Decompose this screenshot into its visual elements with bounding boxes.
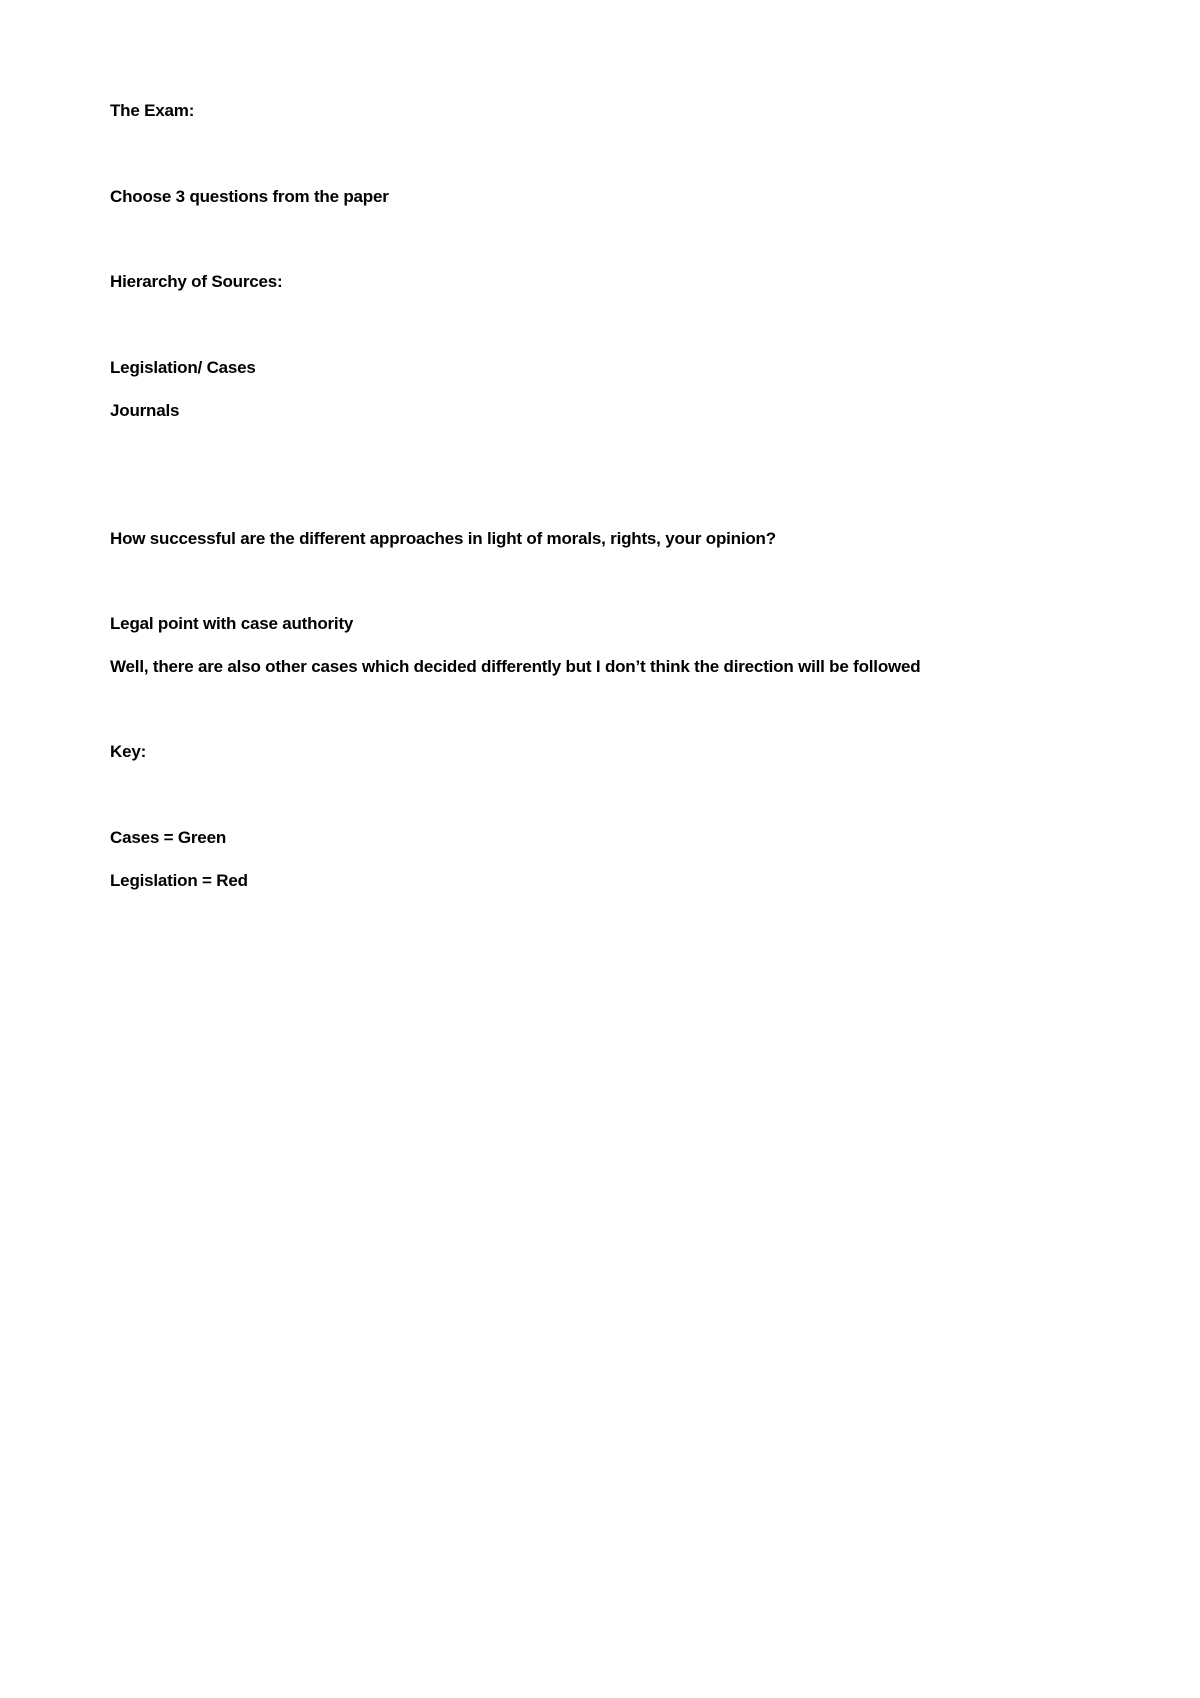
choose-questions-text: Choose 3 questions from the paper [110,187,389,206]
question-text: How successful are the different approaches in light of morals, rights, your opinion? [110,529,776,548]
source-item-legislation-cases: Legislation/ Cases [110,358,256,377]
key-item-legislation: Legislation = Red [110,871,248,890]
hierarchy-heading: Hierarchy of Sources: [110,272,283,291]
legal-point-text: Legal point with case authority [110,614,354,633]
exam-heading: The Exam: [110,101,195,120]
other-cases-text: Well, there are also other cases which decided differently but I don’t think the direction will be followed [110,657,921,676]
key-heading: Key: [110,742,147,761]
source-item-journals: Journals [110,401,180,420]
key-item-cases: Cases = Green [110,828,227,847]
